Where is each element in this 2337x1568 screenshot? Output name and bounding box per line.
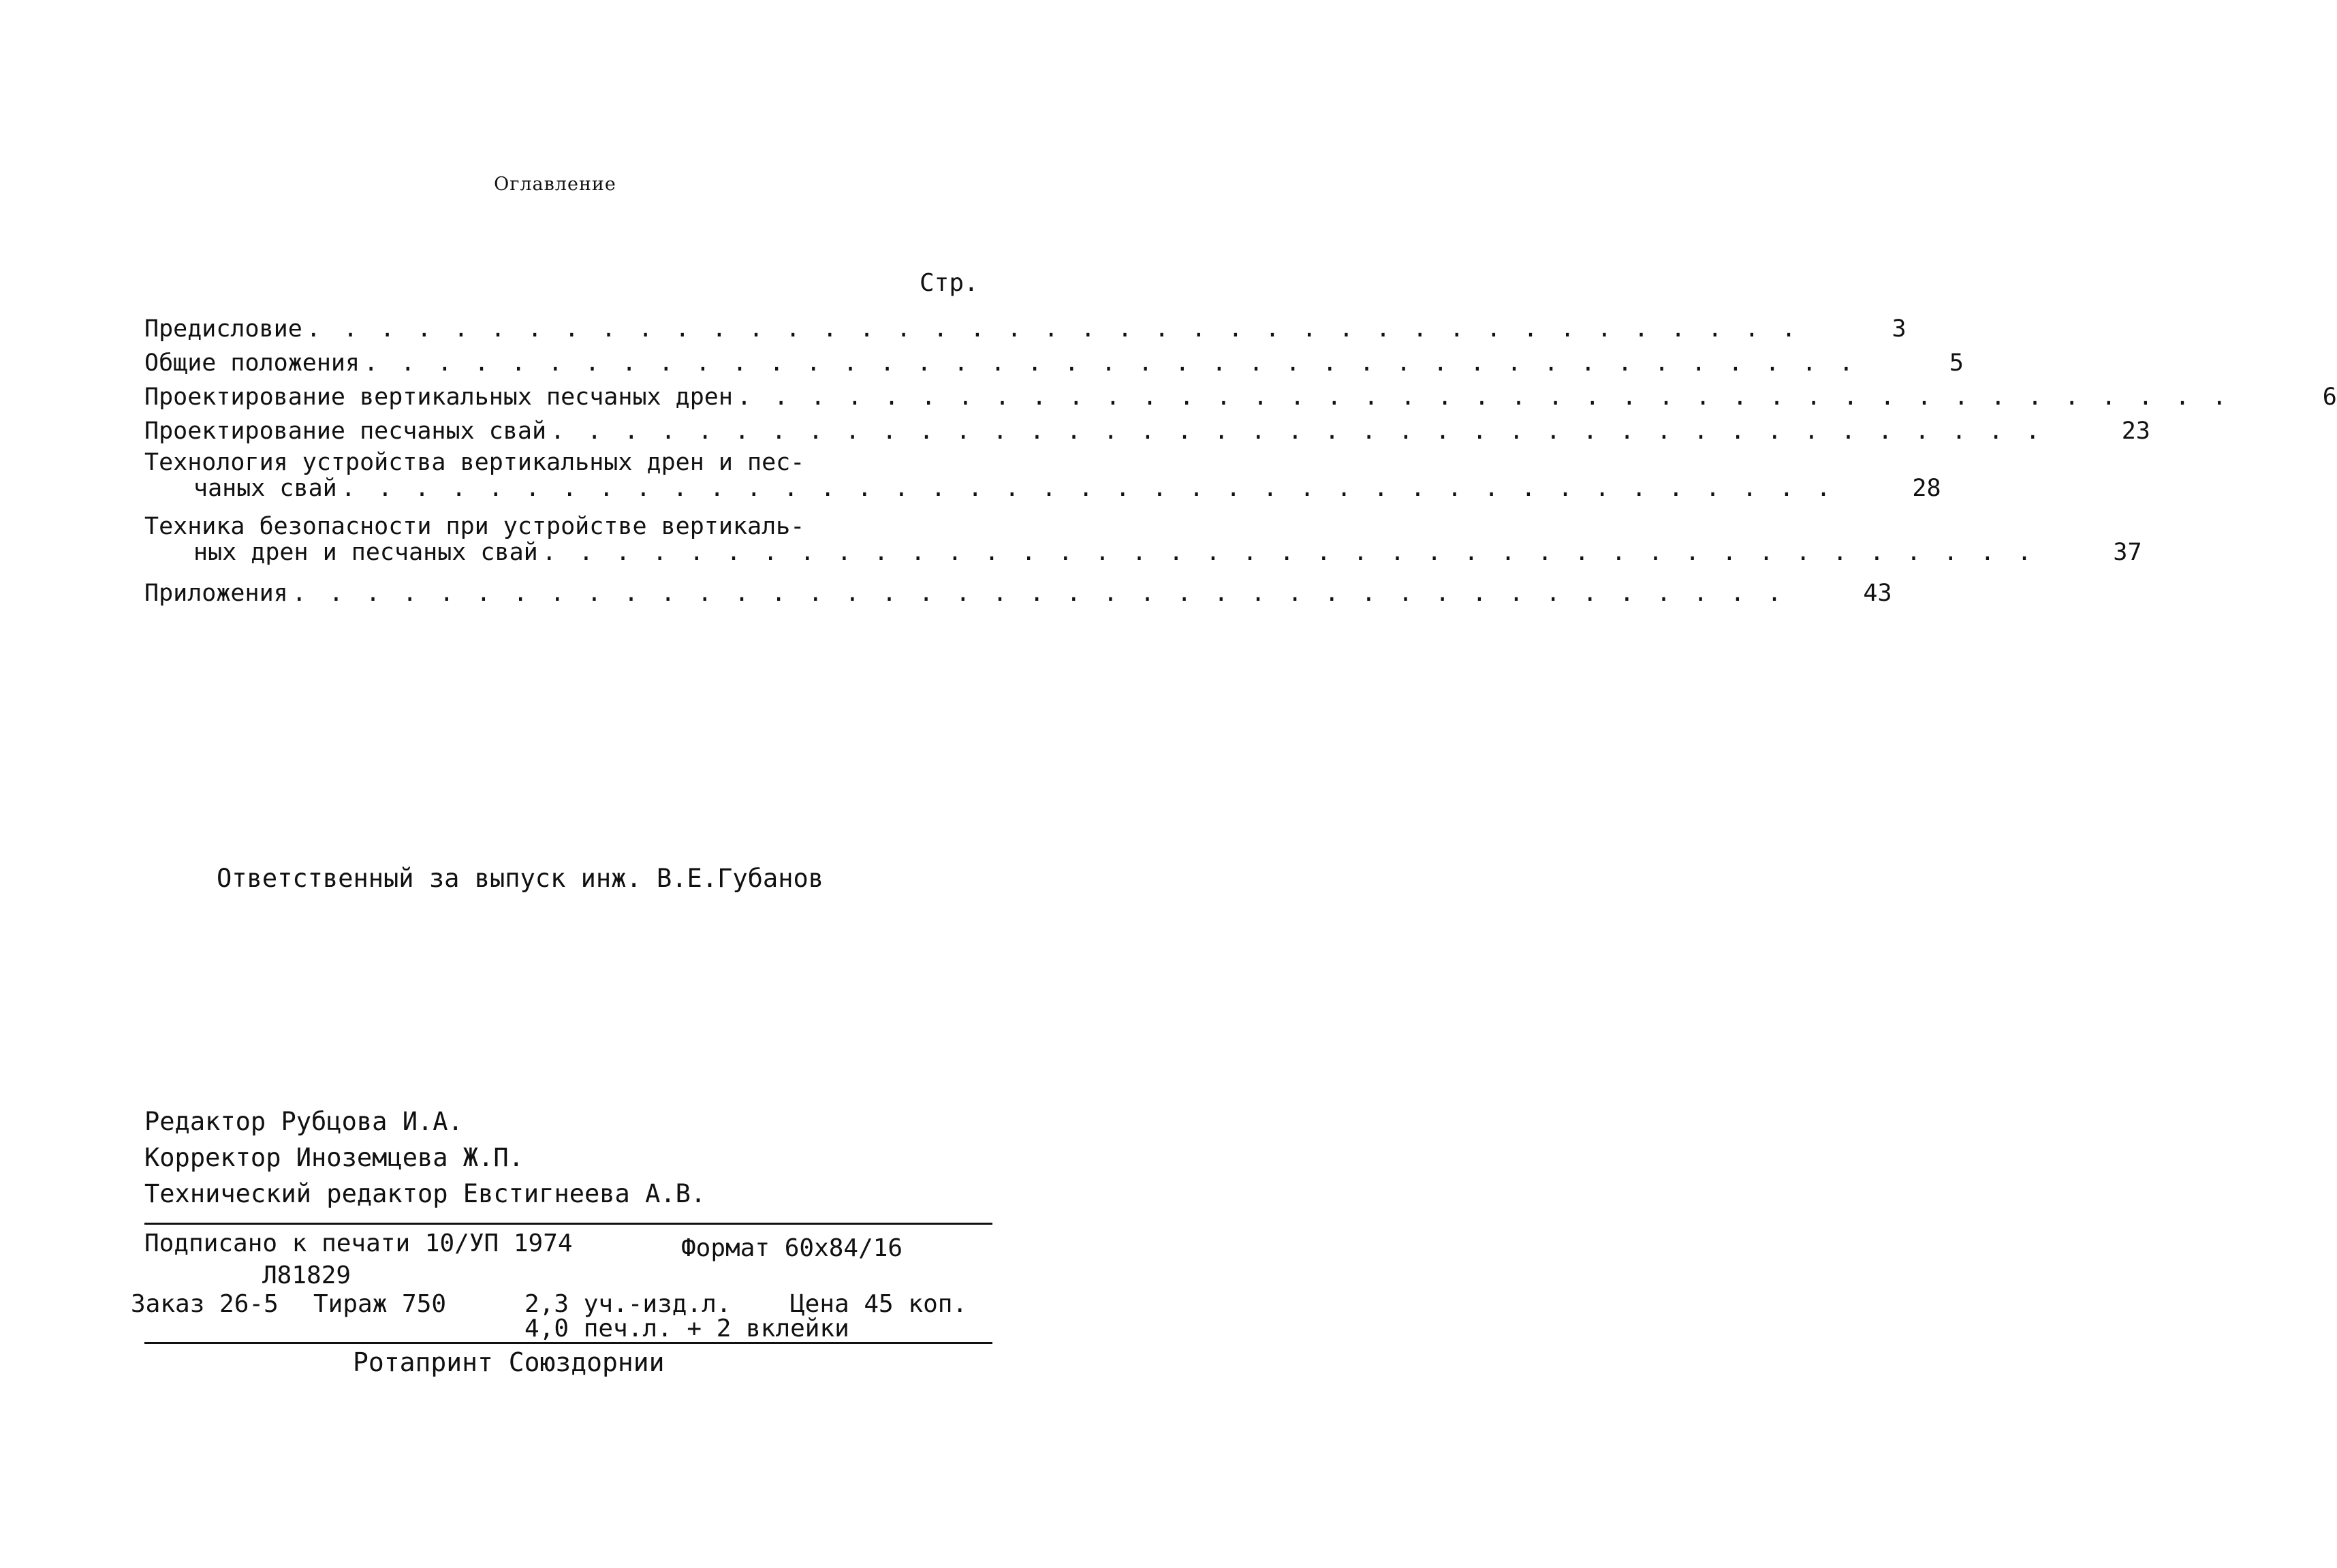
toc-entry-general[interactable] bbox=[144, 347, 1964, 379]
order-number: Заказ 26-5 bbox=[131, 1290, 279, 1318]
corrector-credit: Корректор Иноземцева Ж.П. bbox=[144, 1143, 524, 1172]
print-run: Тираж 750 bbox=[313, 1290, 447, 1318]
toc-entry-technology[interactable] bbox=[144, 449, 1941, 502]
page-column-header: Стр. bbox=[920, 269, 979, 297]
dot-leader: . . . . . . . . . . . . . . . . . . . . . . . . . . . . . . . . . . . . . . . . . bbox=[736, 383, 2231, 411]
toc-entry-title: Техника безопасности при устройстве вертикаль- bbox=[144, 513, 805, 540]
toc-entry-continuation: чаных свай bbox=[193, 475, 337, 502]
toc-entry-page: 5 bbox=[1949, 349, 1964, 377]
publication-code: Л81829 bbox=[262, 1261, 351, 1289]
dot-leader: . . . . . . . . . . . . . . . . . . . . . . . . . . . . . . . . . . . . . . . . . bbox=[550, 418, 2044, 445]
toc-entry-page: 23 bbox=[2121, 418, 2150, 445]
publisher-sheets: 2,3 уч.-изд.л. bbox=[524, 1290, 732, 1318]
toc-entry-vertical-drains[interactable] bbox=[144, 381, 2337, 413]
toc-entry-title: Общие положения bbox=[144, 349, 360, 377]
toc-entry-sand-piles[interactable] bbox=[144, 415, 2150, 447]
signed-date: Подписано к печати 10/УП 1974 bbox=[144, 1229, 573, 1257]
table-of-contents bbox=[144, 313, 2337, 609]
toc-entry-title: Проектирование песчаных свай bbox=[144, 418, 547, 445]
toc-entry-safety[interactable] bbox=[144, 513, 2142, 566]
toc-entry-foreword[interactable] bbox=[144, 313, 1907, 345]
tech-editor-credit: Технический редактор Евстигнеева А.В. bbox=[144, 1179, 706, 1208]
toc-entry-page: 43 bbox=[1863, 580, 1892, 607]
dot-leader: . . . . . . . . . . . . . . . . . . . . . . . . . . . . . . . . . . . . . . . . . bbox=[341, 475, 1835, 502]
printed-sheets: 4,0 печ.л. + 2 вклейки bbox=[524, 1315, 849, 1343]
toc-entry-title: Предисловие bbox=[144, 315, 302, 343]
toc-entry-page: 3 bbox=[1892, 315, 1907, 343]
toc-title: Оглавление bbox=[494, 174, 616, 195]
toc-entry-title: Технология устройства вертикальных дрен и пес- bbox=[144, 449, 805, 476]
editor-credit: Редактор Рубцова И.А. bbox=[144, 1107, 463, 1136]
toc-entry-title: Приложения bbox=[144, 580, 288, 607]
toc-entry-continuation: ных дрен и песчаных свай bbox=[193, 539, 538, 566]
responsible-person: Ответственный за выпуск инж. В.Е.Губанов bbox=[217, 864, 824, 893]
toc-entry-page: 6 bbox=[2322, 383, 2337, 411]
toc-entry-title: Проектирование вертикальных песчаных дрен bbox=[144, 383, 733, 411]
dot-leader: . . . . . . . . . . . . . . . . . . . . . . . . . . . . . . . . . . . . . . . . . bbox=[364, 349, 1857, 377]
dot-leader: . . . . . . . . . . . . . . . . . . . . . . . . . . . . . . . . . . . . . . . . . bbox=[542, 539, 2036, 566]
divider-bottom bbox=[144, 1342, 992, 1344]
toc-entry-appendices[interactable] bbox=[144, 578, 1892, 609]
dot-leader: . . . . . . . . . . . . . . . . . . . . . . . . . . . . . . . . . . . . . . . . . bbox=[292, 580, 1786, 607]
divider-top bbox=[144, 1223, 992, 1225]
toc-entry-page: 28 bbox=[1912, 475, 1941, 502]
printer: Ротапринт Союздорнии bbox=[353, 1347, 665, 1377]
format: Формат 60х84/16 bbox=[681, 1234, 903, 1262]
toc-entry-page: 37 bbox=[2113, 539, 2142, 566]
dot-leader: . . . . . . . . . . . . . . . . . . . . . . . . . . . . . . . . . . . . . . . . . bbox=[306, 315, 1800, 343]
price: Цена 45 коп. bbox=[790, 1290, 968, 1318]
